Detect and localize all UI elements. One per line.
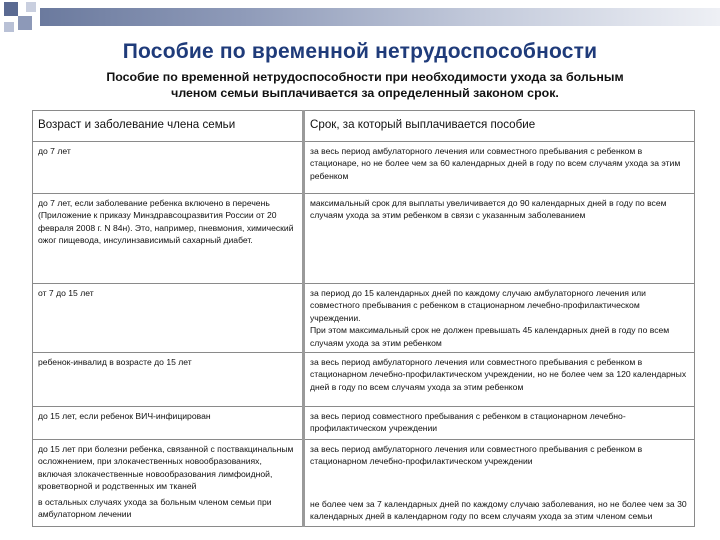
- cell-text: за весь период амбулаторного лечения или совместного пребывания с ребенком в стационарном лечебно-профилактическом учреждении, но не более чем за 120 календарных дней в году по всем случаям ухода за этим ребенком: [310, 357, 687, 392]
- column-header-age: Возраст и заболевание члена семьи: [33, 111, 304, 142]
- cell-text: до 7 лет: [38, 146, 71, 156]
- table-row: [33, 194, 695, 284]
- period-cell: [304, 284, 695, 353]
- cell-text: не более чем за 7 календарных дней по каждому случаю заболевания, но не более чем за 30 календарных дней в календарном году по всем случаям ухода за этим членом семьи: [310, 498, 687, 522]
- cell-text: до 15 лет при болезни ребенка, связанной с поствакцинальным осложнением, при злокачественных новообразованиях, включая злокачественные новообразования лимфоидной, кроветворной и родственных им тканей: [38, 444, 294, 492]
- cell-text: за весь период амбулаторного лечения или совместного пребывания с ребенком в стационаре, но не более чем за 60 календарных дней в году по всем случаям ухода за этим ребенком: [310, 146, 681, 181]
- table-header-row: [33, 111, 695, 142]
- period-cell: [304, 142, 695, 194]
- age-cell: [33, 194, 304, 284]
- page-title: Пособие по временной нетрудоспособности: [122, 40, 598, 63]
- period-cell: [304, 194, 695, 284]
- page-subtitle: [60, 69, 670, 101]
- cell-spacer: [310, 468, 689, 498]
- cell-text: ребенок-инвалид в возрасте до 15 лет: [38, 357, 192, 368]
- cell-text: до 15 лет, если ребенок ВИЧ-инфицирован: [38, 411, 211, 422]
- benefit-table: [32, 110, 695, 527]
- age-cell: [33, 407, 304, 440]
- age-cell: [33, 440, 304, 527]
- age-cell: [33, 142, 304, 194]
- table-row: [33, 353, 695, 407]
- decor-gradient-bar: [40, 8, 720, 26]
- cell-text: за период до 15 календарных дней по каждому случаю амбулаторного лечения или совместного пребывания с ребенком в стационарном лечебно-профилактическом учреждении.: [310, 288, 646, 323]
- cell-text: максимальный срок для выплаты увеличивается до 90 календарных дней в году по всем случаям ухода за этим ребенком в связи с указанным заболеванием: [310, 198, 667, 221]
- cell-text: в остальных случаях ухода за больным членом семьи при амбулаторном лечении: [38, 496, 272, 520]
- decorative-header-bar: [0, 0, 720, 40]
- table-row: [33, 284, 695, 353]
- table-row: [33, 440, 695, 527]
- cell-text: за весь период амбулаторного лечения или совместного пребывания с ребенком в стационарном лечебно-профилактическом учреждении: [310, 444, 643, 467]
- age-cell: [33, 353, 304, 407]
- cell-text: При этом максимальный срок не должен превышать 45 календарных дней в году по всем случаям ухода за этим ребенком: [310, 325, 670, 348]
- decor-square: [4, 22, 14, 32]
- cell-text: от 7 до 15 лет: [38, 288, 94, 298]
- subtitle-line: Пособие по временной нетрудоспособности при необходимости ухода за больным: [106, 70, 624, 84]
- decor-square: [18, 16, 32, 30]
- cell-text: за весь период совместного пребывания с ребенком в стационарном лечебно-профилактическом учреждении: [310, 411, 626, 434]
- subtitle-line: членом семьи выплачивается за определенный законом срок.: [171, 86, 559, 100]
- decor-square: [26, 2, 36, 12]
- table-row: [33, 142, 695, 194]
- period-cell: [304, 353, 695, 407]
- period-cell: [304, 440, 695, 527]
- cell-text: до 7 лет, если заболевание ребенка включено в перечень (Приложение к приказу Минздравсоцразвития России от 20 февраля 2008 г. N 84н). Это, например, пневмония, химический ожог пищевода, инсулинзависимый сахарный диабет.: [38, 198, 294, 246]
- column-header-period: Срок, за который выплачивается пособие: [304, 111, 695, 142]
- decor-square: [4, 2, 18, 16]
- period-cell: [304, 407, 695, 440]
- age-cell: [33, 284, 304, 353]
- table-row: [33, 407, 695, 440]
